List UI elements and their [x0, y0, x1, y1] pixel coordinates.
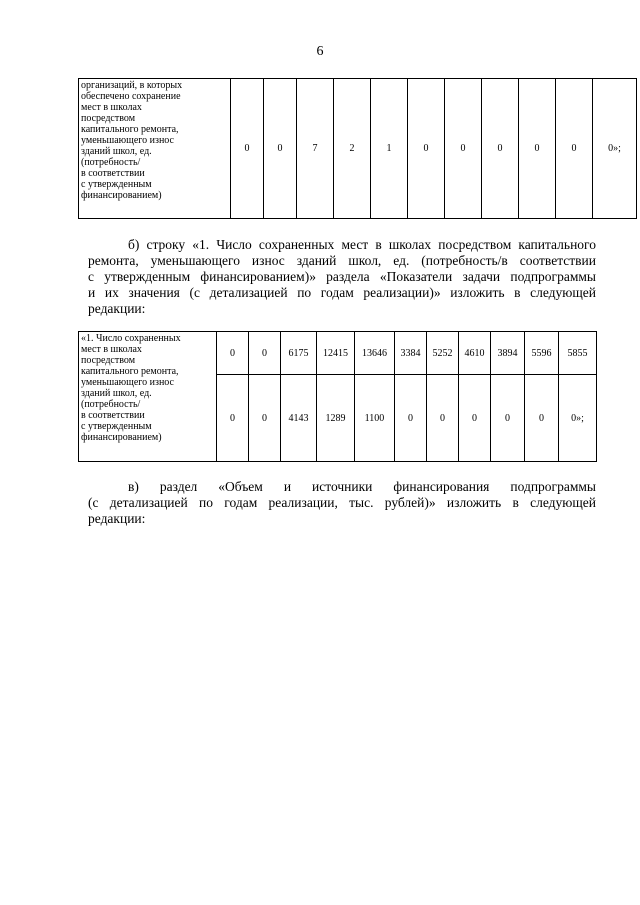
table-cell: 1: [371, 79, 408, 219]
table-cell: 0: [445, 79, 482, 219]
table-cell: 5855: [559, 332, 597, 375]
table-cell: 0: [525, 375, 559, 462]
table-cell: 1289: [317, 375, 355, 462]
table-row: [79, 332, 597, 375]
page-number: 6: [316, 44, 324, 59]
row-label: организаций, в которых обеспечено сохранение мест в школах посредством капитального ремонта, уменьшающего износ зданий школ, ед. (потребность/ в соответствии с утвержденным финансированием): [79, 79, 231, 219]
table-cell: 0: [249, 332, 281, 375]
indicator-table-continuation: [78, 78, 637, 219]
table-cell: 7: [297, 79, 334, 219]
table-cell: 0: [217, 332, 249, 375]
table-cell: 0: [491, 375, 525, 462]
row-label: «1. Число сохраненных мест в школах посредством капитального ремонта, уменьшающего износ зданий школ, ед. (потребность/ в соответствии с утвержденным финансированием): [79, 332, 217, 462]
table-cell: 12415: [317, 332, 355, 375]
table-cell: 0: [231, 79, 264, 219]
table-cell: 0: [395, 375, 427, 462]
table-cell: 0: [249, 375, 281, 462]
paragraph-v: в) раздел «Объем и источники финансирования подпрограммы (с детализацией по годам реализации, тыс. рублей)» изложить в следующей редакции:: [88, 479, 596, 526]
table-cell: 0: [459, 375, 491, 462]
table-cell: 1100: [355, 375, 395, 462]
table-cell: 0»;: [593, 79, 637, 219]
indicator-table-new-edition: [78, 331, 597, 462]
table-cell: 0: [519, 79, 556, 219]
table-cell: 3384: [395, 332, 427, 375]
table-cell: 0: [482, 79, 519, 219]
table-cell: 0: [427, 375, 459, 462]
table-cell: 0: [408, 79, 445, 219]
paragraph-b: б) строку «1. Число сохраненных мест в школах посредством капитального ремонта, уменьшающего износ зданий школ, ед. (потребность/в соответствии с утвержденным финансированием)» раздела «Показатели задачи подпрограммы и их значения (с детализацией по годам реализации)» изложить в следующей редакции:: [88, 237, 596, 316]
table-cell: 4610: [459, 332, 491, 375]
table-cell: 5596: [525, 332, 559, 375]
table-cell: 5252: [427, 332, 459, 375]
table-cell: 13646: [355, 332, 395, 375]
table-cell: 3894: [491, 332, 525, 375]
table-cell: 0: [217, 375, 249, 462]
table-cell: 0: [556, 79, 593, 219]
table-cell: 0: [264, 79, 297, 219]
table-cell: 4143: [281, 375, 317, 462]
table-cell: 0»;: [559, 375, 597, 462]
table-cell: 2: [334, 79, 371, 219]
table-cell: 6175: [281, 332, 317, 375]
table-row: [79, 79, 637, 219]
